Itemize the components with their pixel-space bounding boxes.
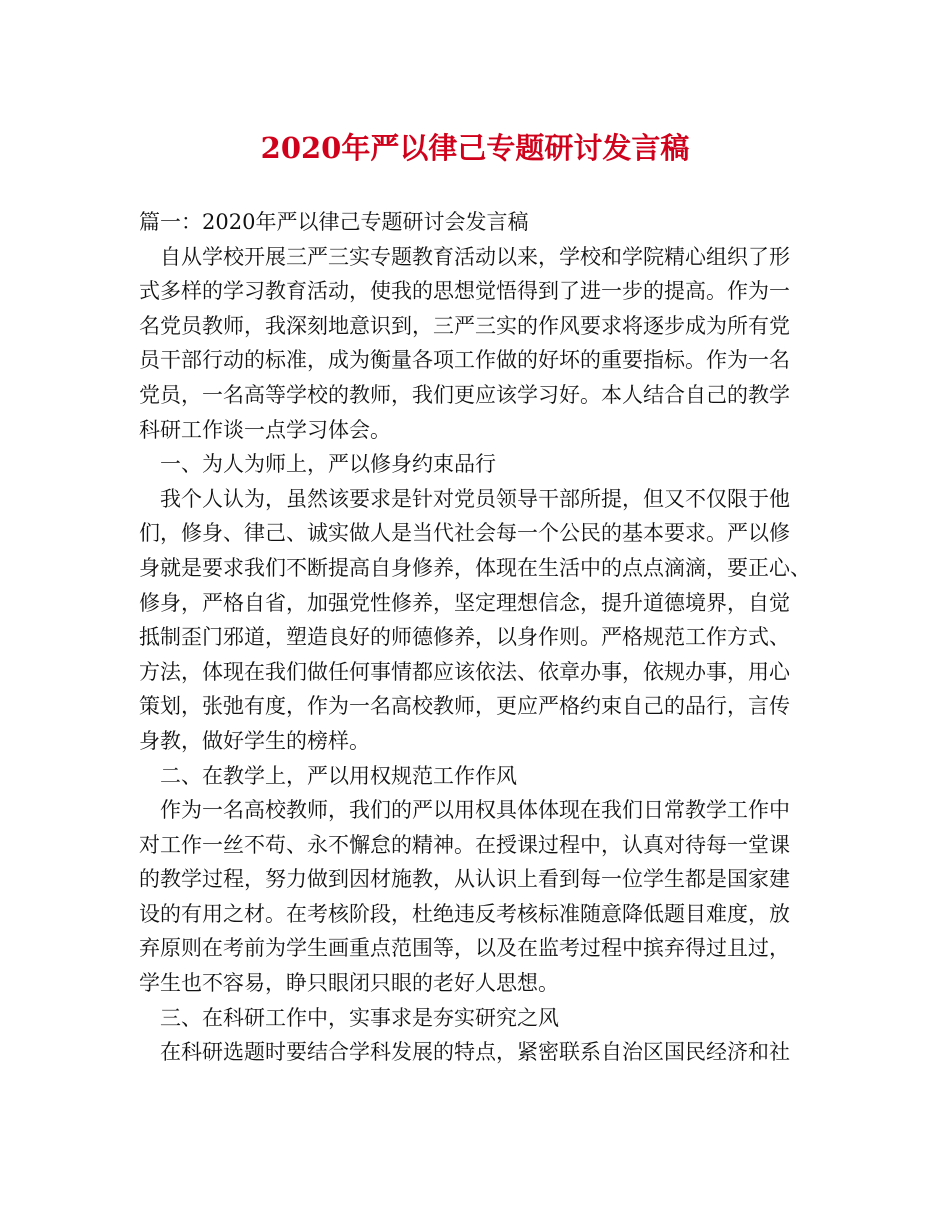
text-line: 抵制歪门邪道，塑造良好的师德修养，以身作则。严格规范工作方式、 [139, 625, 790, 650]
text-line: 三、在科研工作中，实事求是夯实研究之风 [160, 1005, 559, 1030]
text-line: 的教学过程，努力做到因材施教，从认识上看到每一位学生都是国家建 [139, 867, 790, 892]
text-line: 科研工作谈一点学习体会。 [139, 417, 391, 442]
text-line: 员干部行动的标准，成为衡量各项工作做的好坏的重要指标。作为一名 [139, 348, 790, 373]
text-line: 在科研选题时要结合学科发展的特点，紧密联系自治区国民经济和社 [160, 1040, 790, 1065]
text-line: 弃原则在考前为学生画重点范围等，以及在监考过程中摈弃得过且过， [139, 936, 790, 961]
text-line: 一、为人为师上，严以修身约束品行 [160, 452, 496, 477]
text-line: 设的有用之材。在考核阶段，杜绝违反考核标准随意降低题目难度，放 [139, 901, 790, 926]
text-line: 我个人认为，虽然该要求是针对党员领导干部所提，但又不仅限于他 [160, 486, 790, 511]
text-line: 方法，体现在我们做任何事情都应该依法、依章办事，依规办事，用心 [139, 659, 790, 684]
text-line: 作为一名高校教师，我们的严以用权具体体现在我们日常教学工作中 [160, 798, 790, 823]
text-line: 名党员教师，我深刻地意识到，三严三实的作风要求将逐步成为所有党 [139, 313, 790, 338]
text-line: 党员，一名高等学校的教师，我们更应该学习好。本人结合自己的教学 [139, 382, 790, 407]
text-line: 篇一：2020年严以律己专题研讨会发言稿 [139, 210, 529, 234]
text-line: 二、在教学上，严以用权规范工作作风 [160, 763, 517, 788]
text-line: 们，修身、律己、诚实做人是当代社会每一个公民的基本要求。严以修 [139, 521, 790, 546]
text-line: 对工作一丝不苟、永不懈怠的精神。在授课过程中，认真对待每一堂课 [139, 832, 790, 857]
text-line: 自从学校开展三严三实专题教育活动以来，学校和学院精心组织了形 [160, 244, 790, 269]
document-body [139, 205, 829, 1070]
document-title: 2020年严以律己专题研讨发言稿 [260, 131, 690, 165]
text-line: 身教，做好学生的榜样。 [139, 728, 370, 753]
text-line: 修身，严格自省，加强党性修养，坚定理想信念，提升道德境界，自觉 [139, 590, 790, 615]
text-line: 式多样的学习教育活动，使我的思想觉悟得到了进一步的提高。作为一 [139, 279, 790, 304]
text-line: 策划，张弛有度，作为一名高校教师，更应严格约束自己的品行，言传 [139, 694, 790, 719]
text-line: 身就是要求我们不断提高自身修养，体现在生活中的点点滴滴，要正心、 [139, 555, 811, 580]
text-line: 学生也不容易，睁只眼闭只眼的老好人思想。 [139, 971, 559, 996]
